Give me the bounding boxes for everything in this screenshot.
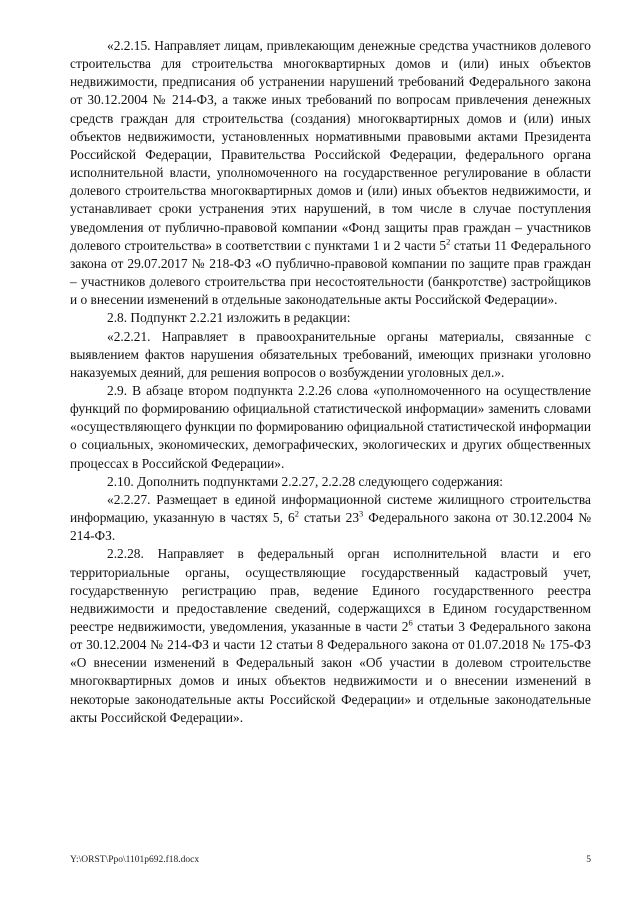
paragraph-2-2-28: 2.2.28. Направляет в федеральный орган исполнительной власти и его территориальные органы, осуществляющие государственный кадастровый учет, государственную регистрацию прав, ведение Единого государственного реестра недвижимости и предоставление сведений, содержащихся в Едином государственном реестре недвижимости, уведомления, указанные в части $2^6$ статьи 3 Федерального закона от 30.12.2004 № 214-ФЗ и части 12 статьи 8 Федерального закона от 01.07.2018 № 175-ФЗ «О внесении изменений в Федеральный закон «Об участии в долевом строительстве многоквартирных домов и иных объектов недвижимости и о внесении изменений в некоторые законодательные акты Российской Федерации» и отдельные законодательные акты Российской Федерации». bbox=[70, 546, 591, 725]
footer-file-path: Y:\ORST\Ppo\1101p692.f18.docx bbox=[70, 855, 200, 865]
document-body bbox=[70, 37, 591, 727]
paragraph-2-2-15: «2.2.15. Направляет лицам, привлекающим денежные средства участников долевого строительства для строительства многоквартирных домов и (или) иных объектов недвижимости, предписания об устранении нарушений требований Федерального закона от 30.12.2004 № 214-ФЗ, а также иных требований по вопросам привлечения денежных средств граждан для строительства (создания) многоквартирных домов и (или) иных объектов недвижимости, установленных нормативными правовыми актами Президента Российской Федерации, Правительства Российской Федерации, федерального органа исполнительной власти, уполномоченного на государственное регулирование в области долевого строительства многоквартирных домов и (или) иных объектов недвижимости, и устанавливает сроки устранения этих нарушений, в том числе в случае поступления уведомления от публично-правовой компании «Фонд защиты прав граждан – участников долевого строительства» в соответствии с пунктами 1 и 2 части $5^2$ статьи 11 Федерального закона от 29.07.2017 № 218-ФЗ «О публично-правовой компании по защите прав граждан – участников долевого строительства при несостоятельности (банкротстве) застройщиков и о внесении изменений в отдельные законодательные акты Российской Федерации». bbox=[70, 38, 592, 308]
paragraph-2-8: 2.8. Подпункт 2.2.21 изложить в редакции: bbox=[107, 310, 351, 326]
paragraph-2-10: 2.10. Дополнить подпунктами 2.2.27, 2.2.28 следующего содержания: bbox=[107, 473, 504, 489]
paragraph-2-9: 2.9. В абзаце втором подпункта 2.2.26 слова «уполномоченного на осуществление функций по формированию официальной статистической информации» заменить словами «осуществляющего функции по формированию официальной статистической информации о социальных, экономических, демографических, экологических и других общественных процессах в Российской Федерации». bbox=[70, 382, 591, 471]
superscript: 6 bbox=[408, 617, 413, 628]
superscript: 3 bbox=[359, 508, 364, 519]
footer-page-number: 5 bbox=[586, 855, 591, 865]
superscript: 2 bbox=[294, 508, 299, 519]
paragraph-2-2-21: «2.2.21. Направляет в правоохранительные органы материалы, связанные с выявлением фактов нарушения обязательных требований, имеющих признаки уголовно наказуемых деяний, для решения вопросов о возбуждении уголовных дел.». bbox=[70, 328, 591, 380]
superscript: 2 bbox=[446, 236, 451, 247]
paragraph-2-2-27: «2.2.27. Размещает в единой информационной системе жилищного строительства информацию, указанную в частях 5, $6^2$ статьи $23^3$ Федерального закона от 30.12.2004 № 214-ФЗ. bbox=[70, 491, 591, 544]
